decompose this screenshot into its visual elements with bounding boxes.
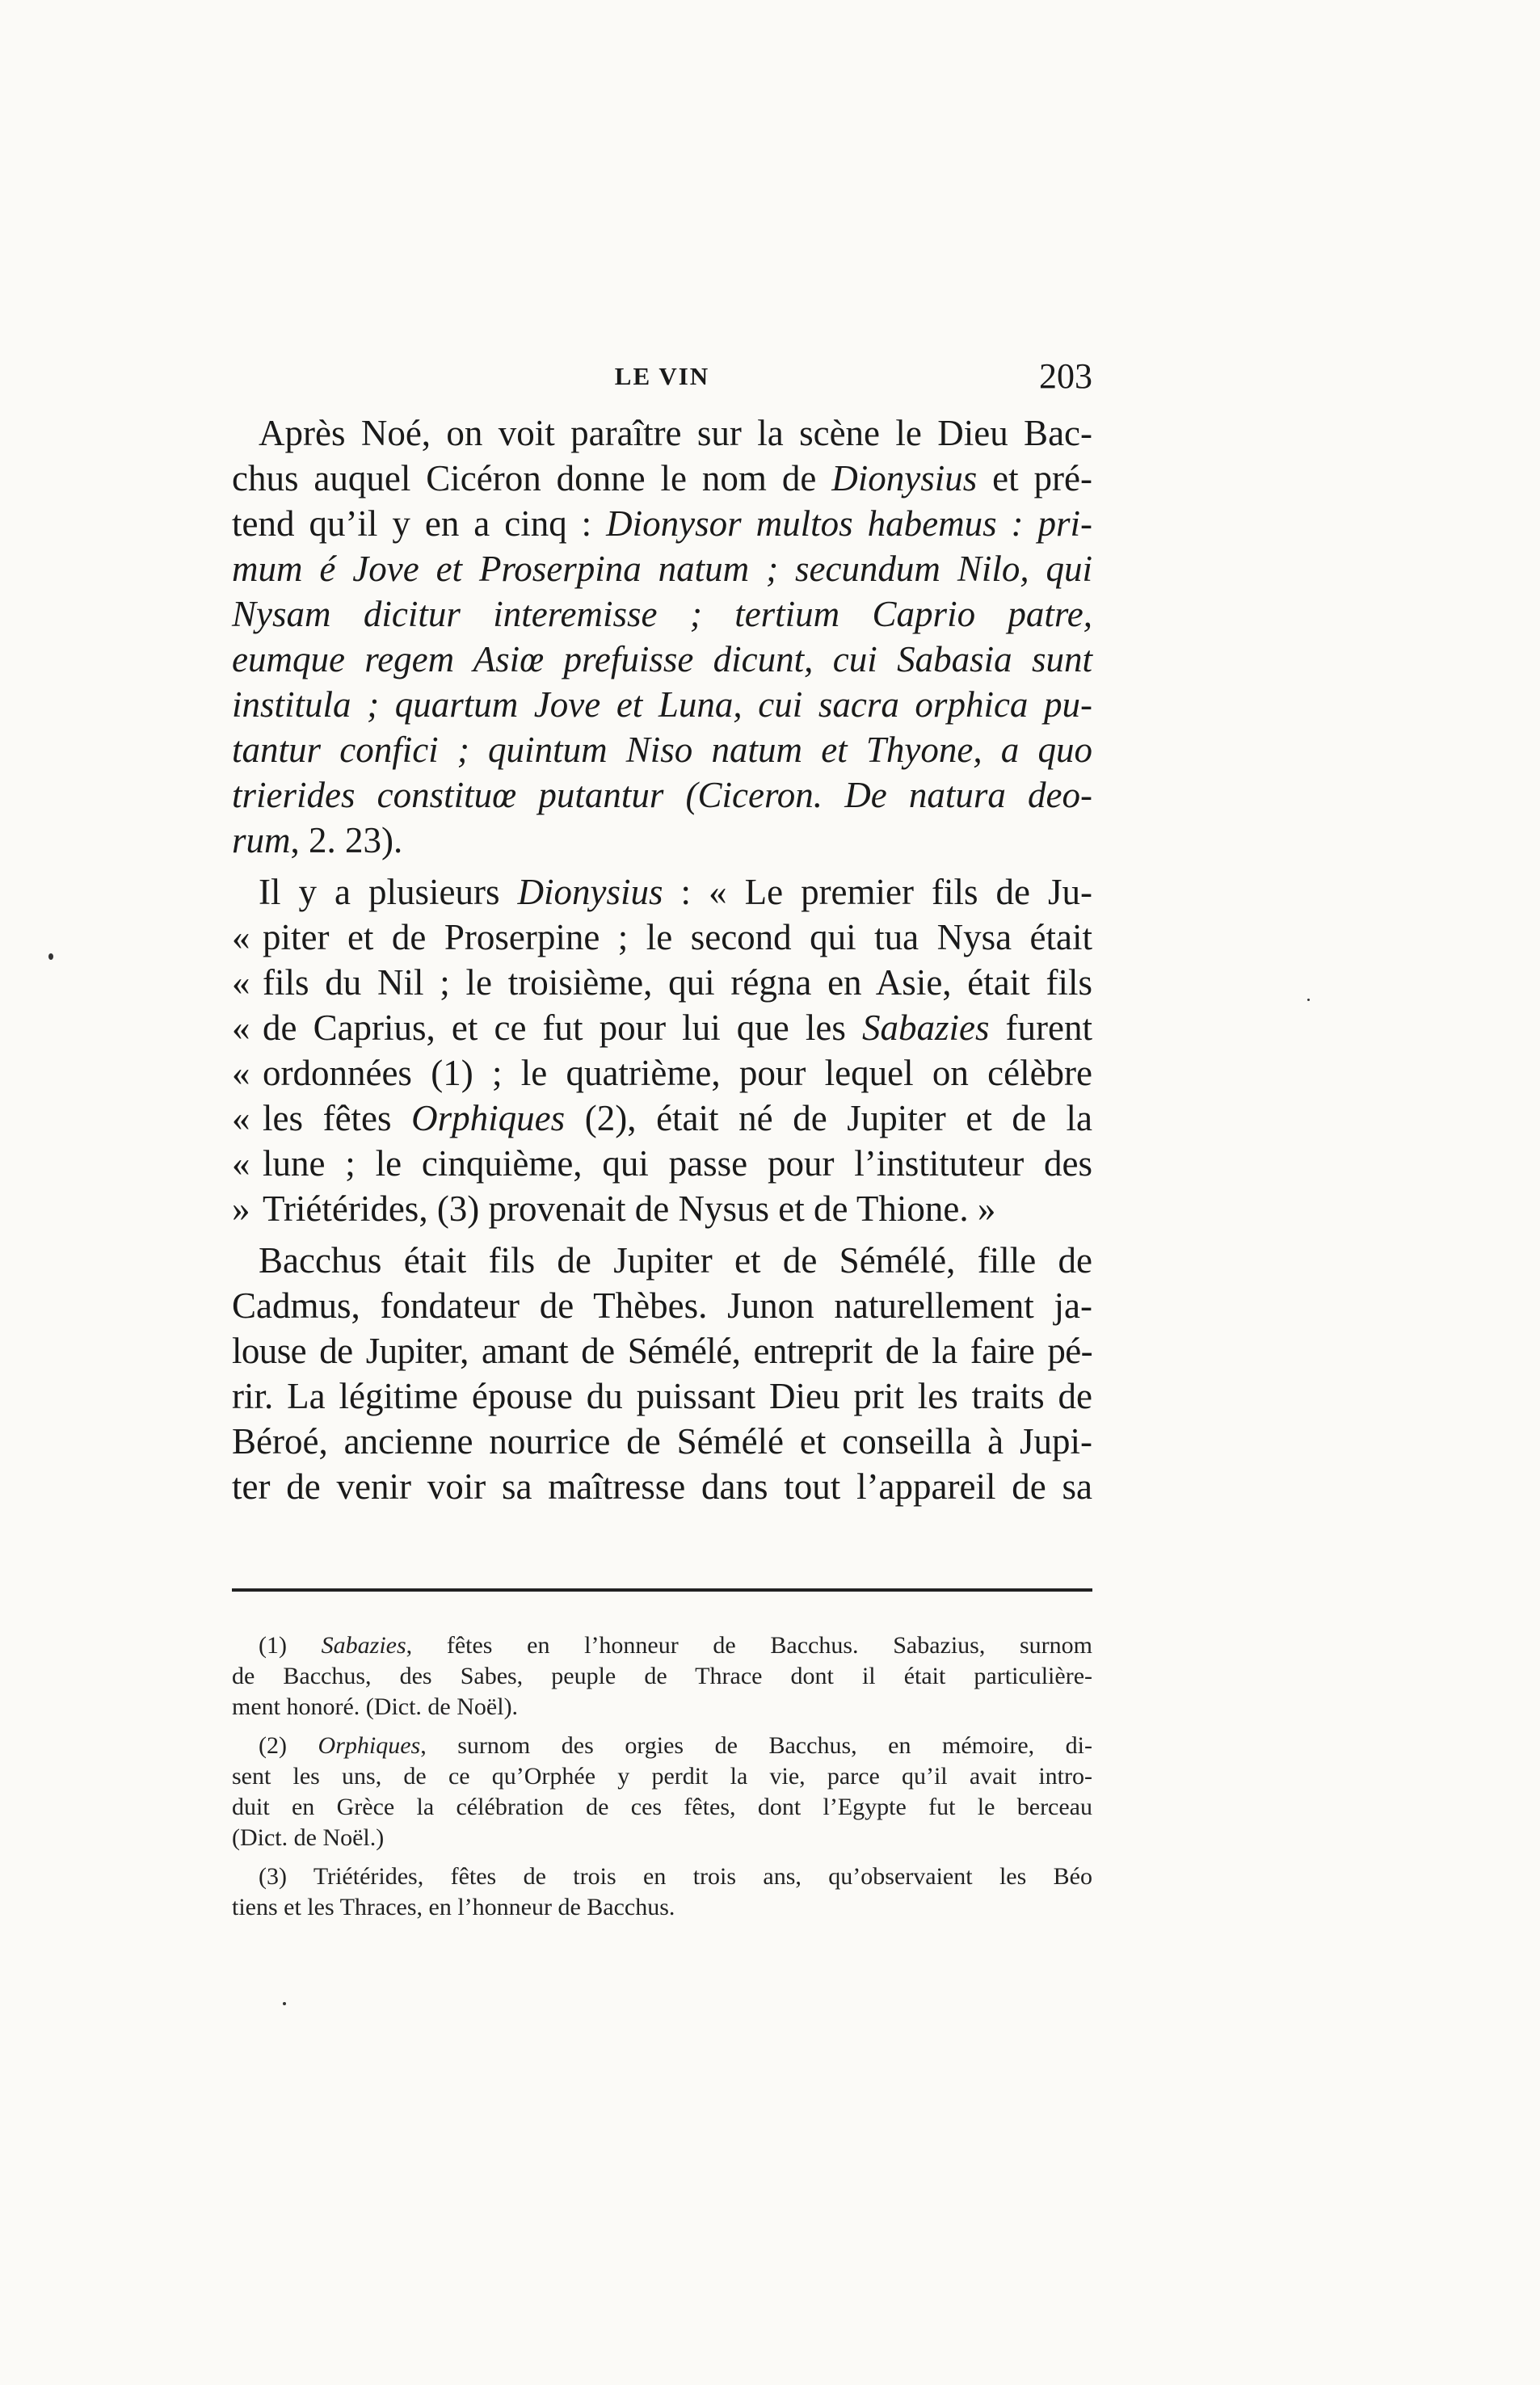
- footnote-line: ment honoré. (Dict. de Noël).: [232, 1693, 519, 1720]
- text-line: « lune ; le cinquième, qui passe pour l’instituteur des: [232, 1141, 1092, 1186]
- quote-mark: «: [232, 962, 250, 1003]
- quote-mark: »: [232, 1188, 250, 1229]
- footnote-line: (2) Orphiques, surnom des orgies de Bacchus, en mémoire, di-: [259, 1732, 1092, 1759]
- text-line: institula ; quartum Jove et Luna, cui sacra orphica pu-: [232, 684, 1092, 725]
- quote-mark: «: [232, 1007, 250, 1048]
- text-line: chus auquel Cicéron donne le nom de Dionysius et pré-: [232, 458, 1093, 498]
- footnote-separator: [232, 1588, 1092, 1592]
- text-line: Il y a plusieurs Dionysius : « Le premier fils de Ju-: [259, 872, 1093, 912]
- text-line: Bacchus était fils de Jupiter et de Sémélé, fille de: [259, 1240, 1092, 1281]
- quote-mark: «: [232, 1053, 250, 1093]
- footnote-line: (Dict. de Noël.): [232, 1824, 385, 1851]
- text-line: eumque regem Asiœ prefuisse dicunt, cui Sabasia sunt: [232, 639, 1092, 679]
- emphasis: Sabazies: [861, 1007, 990, 1048]
- text-line: tantur confici ; quintum Niso natum et Thyone, a quo: [232, 730, 1092, 770]
- footnote-line: duit en Grèce la célébration de ces fêtes, dont l’Egypte fut le berceau: [232, 1794, 1092, 1820]
- text-line: mum é Jove et Proserpina natum ; secundum Nilo, qui: [232, 549, 1092, 589]
- text-line: » Triétérides, (3) provenait de Nysus et de Thione. »: [232, 1186, 1092, 1231]
- text-line: rir. La légitime épouse du puissant Dieu prit les traits de: [232, 1376, 1092, 1416]
- page-number: 203: [1039, 356, 1092, 396]
- quote-mark: «: [232, 1143, 250, 1184]
- text-line: Béroé, ancienne nourrice de Sémélé et conseilla à Jupi-: [232, 1421, 1092, 1462]
- text-line: Cadmus, fondateur de Thèbes. Junon naturellement ja-: [232, 1285, 1092, 1326]
- scan-speck: [48, 953, 53, 960]
- text-line: Nysam dicitur interemisse ; tertium Caprio patre,: [232, 594, 1092, 634]
- text-line: « fils du Nil ; le troisième, qui régna en Asie, était fils: [232, 960, 1092, 1005]
- text-line: tend qu’il y en a cinq : Dionysor multos habemus : pri-: [232, 503, 1093, 544]
- scan-speck: [283, 2002, 286, 2005]
- emphasis: Orphiques: [411, 1098, 566, 1138]
- footnote-line: de Bacchus, des Sabes, peuple de Thrace dont il était particulière-: [232, 1663, 1092, 1689]
- text-line: rum, 2. 23).: [232, 820, 403, 860]
- text-line: « de Caprius, et ce fut pour lui que les Sabazies furent: [232, 1005, 1092, 1050]
- text-line: « piter et de Proserpine ; le second qui tua Nysa était: [232, 915, 1092, 960]
- text-line: « ordonnées (1) ; le quatrième, pour lequel on célèbre: [232, 1050, 1092, 1096]
- text-line: ter de venir voir sa maîtresse dans tout l’appareil de sa: [232, 1466, 1092, 1507]
- footnote-line: sent les uns, de ce qu’Orphée y perdit la vie, parce qu’il avait intro-: [232, 1763, 1092, 1790]
- quote-mark: «: [232, 917, 250, 957]
- quote-mark: «: [232, 1098, 250, 1138]
- running-header: [232, 355, 1092, 404]
- emphasis: Orphiques: [318, 1732, 421, 1759]
- running-title: LE VIN: [614, 362, 710, 390]
- footnote-line: (3) Triétérides, fêtes de trois en trois ans, qu’observaient les Béo: [259, 1863, 1092, 1890]
- emphasis: Dionysor multos habemus : pri-: [606, 503, 1093, 544]
- text-line: « les fêtes Orphiques (2), était né de Jupiter et de la: [232, 1096, 1092, 1141]
- scan-speck: [1307, 999, 1310, 1001]
- emphasis: Dionysius: [517, 872, 663, 912]
- emphasis: Dionysius: [831, 458, 978, 498]
- text-line: trierides constituœ putantur (Ciceron. De natura deo-: [232, 775, 1092, 815]
- footnote-line: (1) Sabazies, fêtes en l’honneur de Bacchus. Sabazius, surnom: [259, 1632, 1092, 1659]
- text-line: louse de Jupiter, amant de Sémélé, entreprit de la faire pé-: [232, 1331, 1092, 1371]
- footnote-line: tiens et les Thraces, en l’honneur de Bacchus.: [232, 1894, 675, 1920]
- emphasis: Sabazies: [321, 1632, 406, 1659]
- text-line: Après Noé, on voit paraître sur la scène le Dieu Bac-: [259, 413, 1092, 453]
